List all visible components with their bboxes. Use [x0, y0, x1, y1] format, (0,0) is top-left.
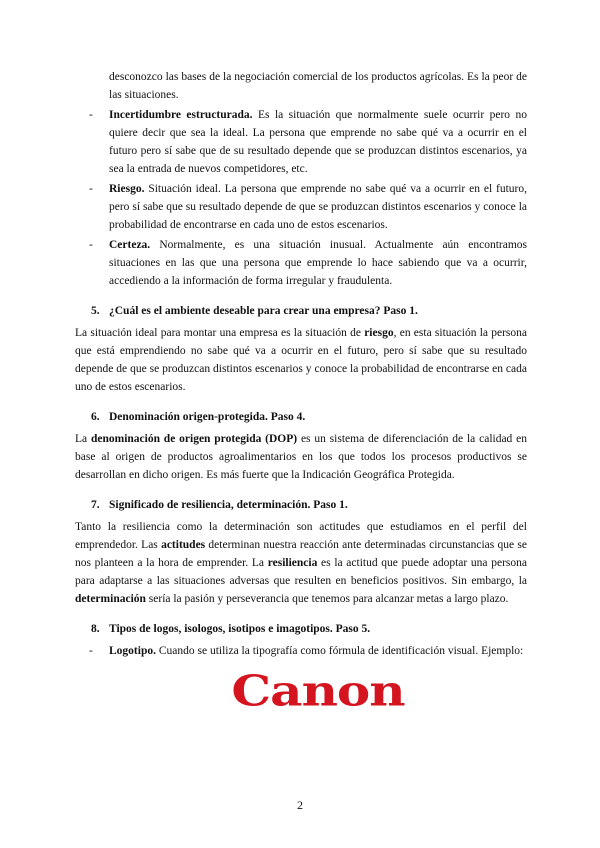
text-certeza: Normalmente, es una situación inusual. Actualmente aún encontramos situaciones en las que una persona que emprende lo hace sabiendo que va a ocurrir, accediendo a la información de forma irregular y fraudulenta. [109, 239, 527, 287]
list-item-incertidumbre [75, 106, 527, 178]
heading-q6 [75, 408, 527, 426]
text-run: es un sistema de diferenciación de la calidad en base al origen de productos agroalimentarios en los que todos los procesos productivos se desarrollan en dicho origen. Es más fuerte que la Indicación Geográfica Protegida. [75, 433, 527, 481]
heading-number: 6. [91, 411, 100, 423]
bold-run: determinación [75, 593, 146, 605]
text-run: es la actitud que puede adoptar una persona para adaptarse a las situaciones adversas que resulten en beneficios positivos. Sin embargo, la [75, 557, 527, 587]
intro-continuation: desconozco las bases de la negociación comercial de los productos agrícolas. Es la peor de las situaciones. [109, 71, 527, 101]
heading-q5 [75, 302, 527, 320]
list-item-logotipo [75, 642, 527, 660]
term-riesgo: Riesgo. [109, 183, 145, 195]
canon-logo: Canon [231, 665, 405, 716]
term-logotipo: Logotipo. [109, 645, 156, 657]
list-item-certeza [75, 236, 527, 290]
text-run: sería la pasión y perseverancia que tenemos para alcanzar metas a largo plazo. [145, 593, 509, 605]
heading-number: 8. [91, 623, 100, 635]
bullet-dash: - [89, 183, 93, 195]
bold-run: riesgo [364, 327, 394, 339]
heading-title: ¿Cuál es el ambiente deseable para crear una empresa? Paso 1. [109, 305, 418, 317]
text-run: Tanto la resiliencia como la determinación son actitudes que estudiamos en el perfil del emprendedor. Las [75, 521, 527, 551]
text-run: La [75, 433, 91, 445]
paragraph-q7 [75, 518, 527, 608]
heading-q7 [75, 496, 527, 514]
text-riesgo: Situación ideal. La persona que emprende no sabe qué va a ocurrir en el futuro, pero sí sabe que su resultado depende de que se produzcan distintos escenarios y conoce la probabilidad de encontrarse en cada uno de estos escenarios. [109, 183, 527, 231]
text-incertidumbre: Es la situación que normalmente suele ocurrir pero no quiere decir que sea la ideal. La persona que emprende no sabe qué va a ocurrir en el futuro pero sí sabe que de su resultado depende que se produzcan distintos escenarios, ya sea la entrada de nuevos competidores, etc. [109, 109, 528, 175]
text-run: , en esta situación la persona que está emprendiendo no sabe qué va a ocurrir en el futuro, pero sí sabe que su resultado depende de que se produzcan distintos escenarios y conoce la probabilidad de encontrarse en cada uno de estos escenarios. [75, 327, 527, 393]
text-run: determinan nuestra reacción ante determinadas circunstancias que se nos planteen a la hora de emprender. La [75, 539, 527, 569]
logo-example [75, 666, 527, 716]
page-content [75, 68, 527, 716]
bullet-dash: - [89, 109, 93, 121]
heading-number: 5. [91, 305, 100, 317]
bold-run: denominación de origen protegida (DOP) [90, 433, 298, 445]
page-number: 2 [297, 798, 303, 812]
bold-run: actitudes [161, 539, 206, 551]
term-certeza: Certeza. [109, 239, 151, 251]
paragraph-q5 [75, 324, 527, 396]
heading-title: Significado de resiliencia, determinación. Paso 1. [109, 499, 348, 511]
list-item-riesgo [75, 180, 527, 234]
bullet-dash: - [89, 645, 93, 657]
heading-q8 [75, 620, 527, 638]
text-logotipo: Cuando se utiliza la tipografía como fórmula de identificación visual. Ejemplo: [155, 645, 524, 657]
term-incertidumbre: Incertidumbre estructurada. [109, 109, 253, 121]
text-run: La situación ideal para montar una empresa es la situación de [75, 327, 365, 339]
paragraph-q6 [75, 430, 527, 484]
bullet-dash: - [89, 239, 93, 251]
bold-run: resiliencia [267, 557, 318, 569]
heading-title: Tipos de logos, isologos, isotipos e imagotipos. Paso 5. [109, 623, 371, 635]
uncertainty-list [75, 106, 527, 290]
heading-number: 7. [91, 499, 100, 511]
heading-title: Denominación origen-protegida. Paso 4. [109, 411, 306, 423]
